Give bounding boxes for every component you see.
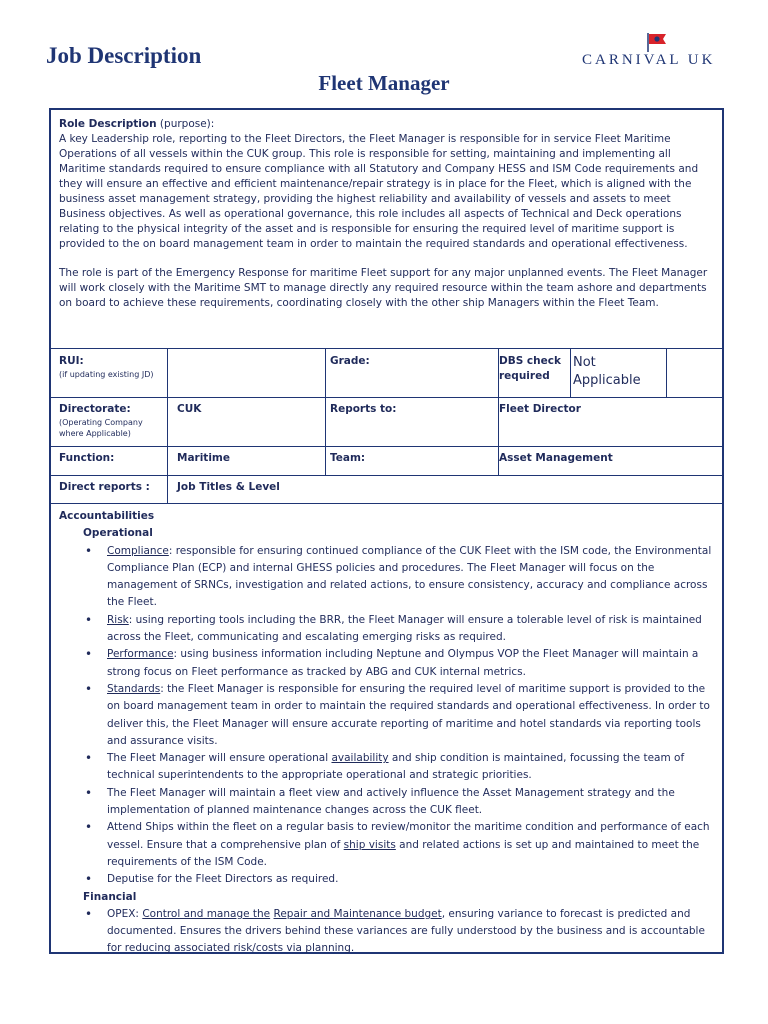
list-item	[107, 612, 719, 647]
role-paragraph-1: A key Leadership role, reporting to the Fleet Directors, the Fleet Manager is responsible for in service Fleet Maritime Operations of all vessels within the CUK group. This role is responsible for setting, maintaining and implementing all Maritime standards required to ensure compliance with all Statutory and Company HESS and ISM Code requirements and they will ensure an effective and efficient maintenance/repair strategy is in place for the Fleet, which is aligned with the business asset management strategy, providing the highest reliability and availability of vessels and assets to meet Business objectives. As well as operational governance, this role includes all aspects of Technical and Deck operations relating to the physical integrity of the asset and is responsible for ensuring the required level of maritime support is provided to the on board management team in order to maintain the required standards and operational effectiveness.	[59, 133, 699, 250]
availability-key: availability	[331, 752, 389, 765]
directorate-label: Directorate:	[59, 403, 131, 415]
dbs-value: Not Applicable	[573, 355, 641, 388]
opex-key-2: Repair and Maintenance budget	[273, 907, 442, 920]
compliance-key: Compliance	[107, 544, 169, 557]
list-item	[107, 785, 719, 820]
risk-text: : using reporting tools including the BRR, the Fleet Manager will ensure a tolerable level of risk is maintained across the Fleet, communicating and escalating emerging risks as required.	[107, 613, 702, 644]
team-label: Team:	[330, 452, 366, 464]
financial-list	[59, 906, 719, 958]
opex-post: , ensuring variance to forecast is predicted and documented. Ensures the drivers behind these variances are fully understood by the business and is accountable for reducing associated risk/costs via planning.	[107, 907, 705, 955]
role-heading: Role Description	[59, 118, 157, 130]
direct-reports-value: Job Titles & Level	[177, 481, 280, 493]
logo-text: CARNIVAL UK	[582, 52, 716, 68]
operational-list	[59, 543, 719, 889]
dbs-label: DBS check required	[499, 355, 561, 382]
carnival-uk-logo	[582, 30, 732, 70]
role-paragraph-2: The role is part of the Emergency Response for maritime Fleet support for any major unplanned events. The Fleet Manager will work closely with the Maritime SMT to manage directly any required resource within the team ashore and departments on board to achieve these requirements, coordinating closely with the other ship Managers within the Fleet Team.	[59, 267, 708, 309]
availability-pre: The Fleet Manager will ensure operational	[107, 752, 332, 765]
role-description	[59, 117, 714, 325]
accountabilities-heading: Accountabilities	[59, 510, 155, 522]
ship-visits-key: ship visits	[343, 838, 396, 851]
ship-visits-post: and related actions is set up and maintained to meet the requirements of the ISM Code.	[107, 838, 700, 868]
directorate-value: CUK	[177, 403, 202, 415]
standards-key: Standards	[107, 682, 161, 695]
operational-heading: Operational	[83, 527, 153, 540]
list-item	[107, 819, 719, 871]
list-item	[107, 681, 719, 750]
rui-note: (if updating existing JD)	[59, 370, 154, 379]
risk-key: Risk	[107, 613, 129, 626]
list-item	[107, 750, 719, 785]
job-description-frame	[49, 108, 724, 954]
compliance-text: : responsible for ensuring continued compliance of the CUK Fleet with the ISM code, the Environmental Compliance Plan (ECP) and internal GHESS policies and procedures. The Fleet Manager will focus on the management of SRNCs, investigation and related actions, to ensure consistency, accuracy and compliance across the Fleet.	[107, 544, 712, 609]
opex-pre: OPEX:	[107, 907, 143, 920]
document-heading: Job Description	[46, 43, 202, 68]
grade-label: Grade:	[330, 355, 370, 367]
performance-text: : using business information including Neptune and Olympus VOP the Fleet Manager will maintain a strong focus on Fleet performance as tracked by ABG and CUK internal metrics.	[107, 648, 699, 678]
direct-reports-label: Direct reports :	[59, 481, 150, 493]
rui-label: RUI:	[59, 355, 84, 367]
performance-key: Performance	[107, 648, 174, 661]
list-item	[107, 871, 719, 888]
ship-visits-pre: Attend Ships within the fleet on a regular basis to review/monitor the maritime condition and performance of each vessel. Ensure that a comprehensive plan of	[107, 821, 710, 851]
function-label: Function:	[59, 452, 115, 464]
opex-key-1: Control and manage the	[142, 907, 271, 920]
financial-heading: Financial	[83, 890, 137, 903]
role-heading-suffix: (purpose):	[156, 118, 215, 130]
team-value: Asset Management	[499, 452, 613, 464]
list-item	[107, 906, 719, 958]
availability-post: and ship condition is maintained, focussing the team of technical superintendents to the appropriate operational and strategic priorities.	[107, 752, 685, 782]
accountabilities-section	[59, 508, 719, 958]
deputise-text: Deputise for the Fleet Directors as required.	[107, 873, 339, 886]
standards-text: : the Fleet Manager is responsible for ensuring the required level of maritime support is provided to the on board management team in order to maintain the required standards and operational effectiveness. In order to deliver this, the Fleet Manager will ensure accurate reporting of maritime and hotel standards via reporting tools and assurance visits.	[107, 682, 710, 747]
reports-to-label: Reports to:	[330, 403, 397, 415]
fleet-view-text: The Fleet Manager will maintain a fleet view and actively influence the Asset Management strategy and the implementation of planned maintenance changes across the CUK fleet.	[107, 786, 675, 817]
list-item	[107, 646, 719, 681]
reports-to-value: Fleet Director	[499, 403, 581, 415]
function-value: Maritime	[177, 452, 230, 464]
job-title: Fleet Manager	[318, 71, 450, 95]
list-item	[107, 543, 719, 612]
directorate-note: (Operating Company where Applicable)	[59, 418, 143, 438]
flag-icon	[646, 32, 668, 52]
